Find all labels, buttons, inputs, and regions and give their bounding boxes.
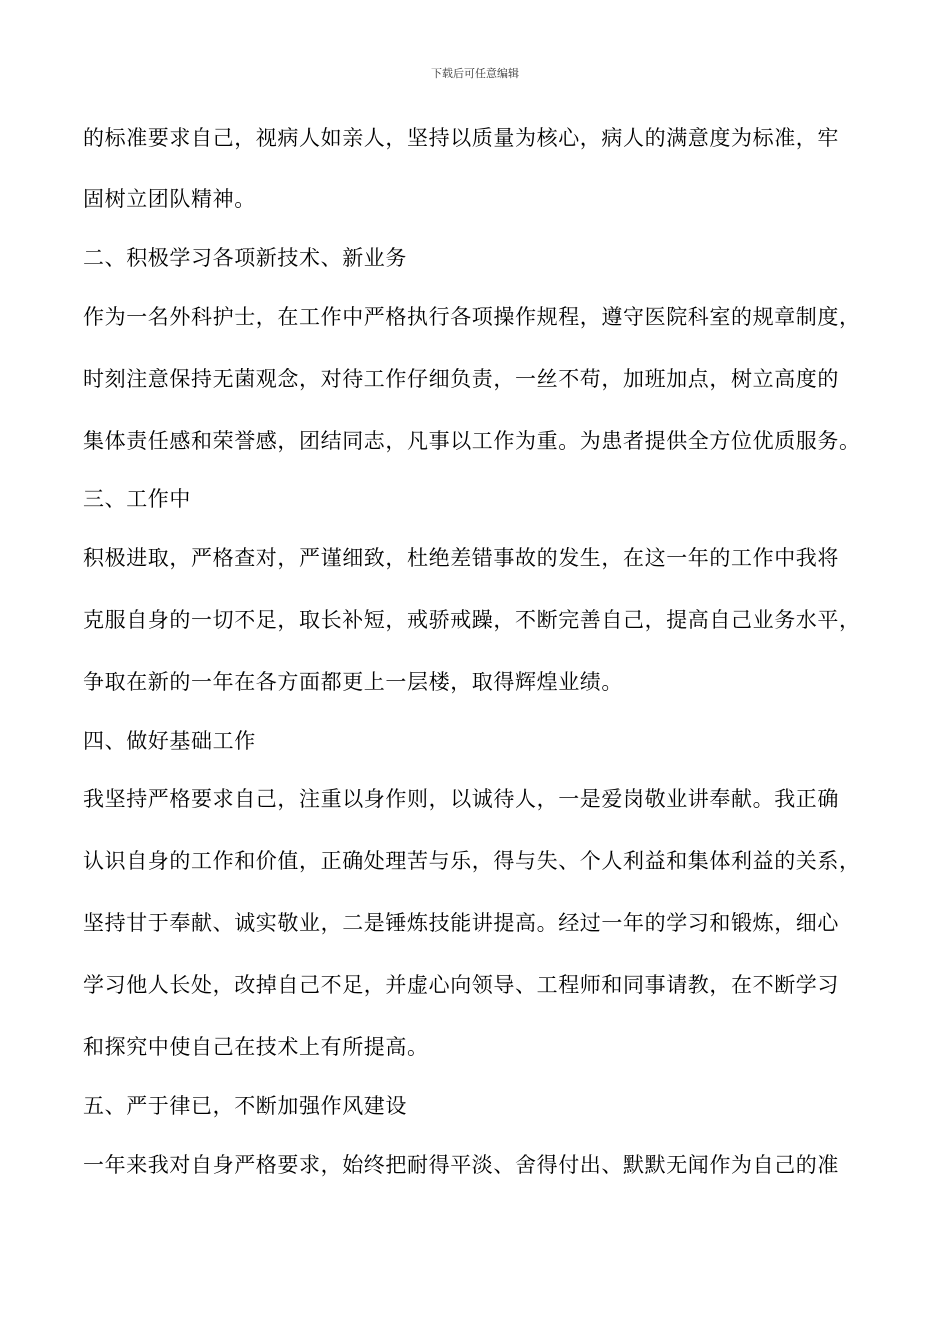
section-heading-4: 四、做好基础工作 [83, 729, 256, 753]
body-line: 集体责任感和荣誉感，团结同志，凡事以工作为重。为患者提供全方位优质服务。 [83, 429, 861, 453]
body-line: 和探究中使自己在技术上有所提高。 [83, 1035, 429, 1059]
body-line: 学习他人长处，改掉自己不足，并虚心向领导、工程师和同事请教，在不断学习 [83, 973, 839, 997]
section-heading-5: 五、严于律已，不断加强作风建设 [83, 1094, 407, 1118]
body-line: 克服自身的一切不足，取长补短，戒骄戒躁，不断完善自己，提高自己业务水平， [83, 608, 861, 632]
body-line: 作为一名外科护士，在工作中严格执行各项操作规程，遵守医院科室的规章制度， [83, 305, 861, 329]
body-line: 一年来我对自身严格要求，始终把耐得平淡、舍得付出、默默无闻作为自己的准 [83, 1153, 839, 1177]
body-line: 坚持甘于奉献、诚实敬业，二是锤炼技能讲提高。经过一年的学习和锻炼，细心 [83, 911, 839, 935]
body-line: 我坚持严格要求自己，注重以身作则，以诚待人，一是爱岗敬业讲奉献。我正确 [83, 787, 839, 811]
body-line: 认识自身的工作和价值，正确处理苦与乐，得与失、个人利益和集体利益的关系， [83, 849, 861, 873]
body-line: 积极进取，严格查对，严谨细致，杜绝差错事故的发生，在这一年的工作中我将 [83, 546, 839, 570]
section-heading-2: 二、积极学习各项新技术、新业务 [83, 246, 407, 270]
body-line: 时刻注意保持无菌观念，对待工作仔细负责，一丝不苟，加班加点，树立高度的 [83, 367, 839, 391]
body-line: 争取在新的一年在各方面都更上一层楼，取得辉煌业绩。 [83, 670, 623, 694]
body-line: 固树立团队精神。 [83, 187, 256, 211]
section-heading-3: 三、工作中 [83, 487, 191, 511]
page-header: 下载后可任意编辑 [431, 67, 519, 80]
body-line: 的标准要求自己，视病人如亲人，坚持以质量为核心，病人的满意度为标准，牢 [83, 126, 839, 150]
